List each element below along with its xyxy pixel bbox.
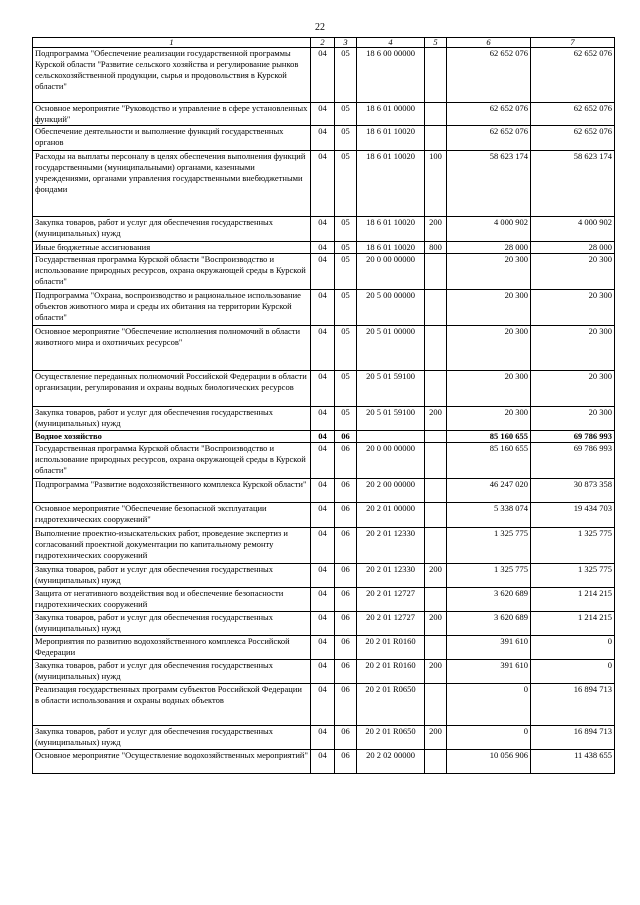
row-name: Закупка товаров, работ и услуг для обеспечения государственных (муниципальных) нужд [33,217,311,242]
row-amount-col6: 85 160 655 [447,431,531,443]
table-row [33,528,615,564]
row-expense-type: 200 [425,726,447,750]
table-row [33,431,615,443]
table-row [33,326,615,371]
row-pr-code: 06 [335,684,357,726]
row-name: Закупка товаров, работ и услуг для обеспечения государственных (муниципальных) нужд [33,407,311,431]
row-amount-col6: 391 610 [447,636,531,660]
row-name: Водное хозяйство [33,431,311,443]
column-header: 4 [357,38,425,48]
table-row [33,750,615,774]
row-target-code: 20 2 00 00000 [357,479,425,503]
row-pr-code: 05 [335,242,357,254]
row-target-code: 20 2 01 12727 [357,588,425,612]
row-target-code: 20 2 01 R0650 [357,726,425,750]
row-amount-col7: 20 300 [531,371,615,407]
row-name: Закупка товаров, работ и услуг для обеспечения государственных (муниципальных) нужд [33,612,311,636]
row-gr-code: 04 [311,612,335,636]
table-row [33,684,615,726]
row-amount-col6: 3 620 689 [447,588,531,612]
row-expense-type [425,503,447,528]
row-target-code: 20 2 02 00000 [357,750,425,774]
row-amount-col7: 62 652 076 [531,48,615,103]
row-name: Иные бюджетные ассигнования [33,242,311,254]
row-amount-col6: 0 [447,726,531,750]
row-gr-code: 04 [311,479,335,503]
row-amount-col7: 11 438 655 [531,750,615,774]
row-expense-type [425,636,447,660]
row-target-code: 20 2 01 R0160 [357,636,425,660]
row-gr-code: 04 [311,503,335,528]
row-pr-code: 06 [335,479,357,503]
row-pr-code: 05 [335,326,357,371]
row-gr-code: 04 [311,726,335,750]
row-pr-code: 06 [335,564,357,588]
row-expense-type [425,48,447,103]
row-amount-col6: 391 610 [447,660,531,684]
row-gr-code: 04 [311,126,335,151]
column-header: 5 [425,38,447,48]
row-gr-code: 04 [311,151,335,217]
row-expense-type [425,684,447,726]
row-expense-type [425,290,447,326]
page-number: 22 [315,22,325,33]
row-expense-type [425,479,447,503]
row-pr-code: 05 [335,254,357,290]
row-expense-type [425,750,447,774]
row-name: Основное мероприятие "Руководство и управление в сфере установленных функций" [33,103,311,126]
row-name: Основное мероприятие "Обеспечение исполнения полномочий в области животного мира и охотничьих ресурсов" [33,326,311,371]
row-name: Государственная программа Курской области "Воспроизводство и использование природных ресурсов, охрана окружающей среды в Курской области" [33,443,311,479]
row-expense-type [425,528,447,564]
row-name: Основное мероприятие "Обеспечение безопасной эксплуатации гидротехнических сооружений" [33,503,311,528]
row-name: Защита от негативного воздействия вод и обеспечение безопасности гидротехнических сооружений [33,588,311,612]
row-pr-code: 05 [335,126,357,151]
row-target-code: 18 6 01 10020 [357,126,425,151]
row-name: Реализация государственных программ субъектов Российской Федерации в области использования и охраны водных объектов [33,684,311,726]
row-amount-col6: 0 [447,684,531,726]
row-pr-code: 06 [335,750,357,774]
row-amount-col6: 4 000 902 [447,217,531,242]
row-amount-col6: 20 300 [447,254,531,290]
budget-table [32,37,615,774]
row-amount-col6: 5 338 074 [447,503,531,528]
row-pr-code: 05 [335,290,357,326]
row-amount-col6: 58 623 174 [447,151,531,217]
row-gr-code: 04 [311,326,335,371]
row-expense-type: 800 [425,242,447,254]
row-gr-code: 04 [311,290,335,326]
row-expense-type: 100 [425,151,447,217]
row-amount-col7: 19 434 703 [531,503,615,528]
row-gr-code: 04 [311,750,335,774]
row-pr-code: 06 [335,443,357,479]
table-row [33,242,615,254]
row-expense-type [425,371,447,407]
row-pr-code: 05 [335,407,357,431]
row-pr-code: 06 [335,528,357,564]
table-row [33,660,615,684]
row-amount-col7: 69 786 993 [531,443,615,479]
column-header: 6 [447,38,531,48]
row-amount-col7: 1 214 215 [531,588,615,612]
table-row [33,612,615,636]
row-name: Подпрограмма "Охрана, воспроизводство и рациональное использование объектов животного мира и среды их обитания на территории Курской области" [33,290,311,326]
row-amount-col7: 20 300 [531,407,615,431]
row-pr-code: 06 [335,612,357,636]
table-header-row [33,38,615,48]
table-row [33,126,615,151]
row-expense-type: 200 [425,407,447,431]
row-pr-code: 06 [335,503,357,528]
row-name: Выполнение проектно-изыскательских работ, проведение экспертиз и согласований проектной документации по капитальному ремонту гидротехнических сооружений [33,528,311,564]
row-target-code: 20 5 01 59100 [357,371,425,407]
row-expense-type: 200 [425,564,447,588]
row-amount-col6: 20 300 [447,326,531,371]
table-row [33,217,615,242]
row-amount-col6: 1 325 775 [447,564,531,588]
row-name: Мероприятия по развитию водохозяйственного комплекса Российской Федерации [33,636,311,660]
row-amount-col7: 20 300 [531,254,615,290]
row-target-code: 20 2 01 12727 [357,612,425,636]
row-amount-col6: 62 652 076 [447,48,531,103]
row-pr-code: 05 [335,48,357,103]
table-row [33,636,615,660]
row-pr-code: 06 [335,636,357,660]
table-row [33,103,615,126]
row-amount-col6: 28 000 [447,242,531,254]
row-target-code: 20 2 01 R0650 [357,684,425,726]
row-expense-type: 200 [425,217,447,242]
row-amount-col7: 1 325 775 [531,564,615,588]
row-amount-col7: 20 300 [531,290,615,326]
table-row [33,443,615,479]
row-target-code: 20 0 00 00000 [357,254,425,290]
row-pr-code: 05 [335,103,357,126]
row-gr-code: 04 [311,407,335,431]
row-name: Обеспечение деятельности и выполнение функций государственных органов [33,126,311,151]
row-amount-col7: 0 [531,636,615,660]
table-row [33,48,615,103]
row-amount-col7: 69 786 993 [531,431,615,443]
row-target-code: 20 2 01 12330 [357,528,425,564]
row-target-code: 20 5 01 59100 [357,407,425,431]
row-target-code: 20 0 00 00000 [357,443,425,479]
row-gr-code: 04 [311,431,335,443]
row-amount-col6: 62 652 076 [447,126,531,151]
row-pr-code: 06 [335,431,357,443]
row-target-code: 18 6 01 10020 [357,151,425,217]
row-target-code: 20 2 01 12330 [357,564,425,588]
row-gr-code: 04 [311,48,335,103]
row-amount-col6: 62 652 076 [447,103,531,126]
row-pr-code: 05 [335,217,357,242]
row-amount-col6: 20 300 [447,371,531,407]
row-target-code: 18 6 01 10020 [357,217,425,242]
row-target-code: 20 5 00 00000 [357,290,425,326]
column-header: 3 [335,38,357,48]
row-amount-col7: 0 [531,660,615,684]
row-expense-type [425,431,447,443]
row-pr-code: 05 [335,371,357,407]
row-expense-type [425,126,447,151]
row-gr-code: 04 [311,371,335,407]
row-pr-code: 06 [335,726,357,750]
row-amount-col7: 4 000 902 [531,217,615,242]
row-amount-col6: 46 247 020 [447,479,531,503]
row-amount-col6: 85 160 655 [447,443,531,479]
row-gr-code: 04 [311,103,335,126]
row-name: Закупка товаров, работ и услуг для обеспечения государственных (муниципальных) нужд [33,660,311,684]
row-amount-col6: 3 620 689 [447,612,531,636]
table-row [33,290,615,326]
row-target-code: 18 6 01 10020 [357,242,425,254]
row-gr-code: 04 [311,684,335,726]
row-gr-code: 04 [311,443,335,479]
row-amount-col7: 1 214 215 [531,612,615,636]
table-row [33,407,615,431]
row-amount-col6: 10 056 906 [447,750,531,774]
row-amount-col6: 1 325 775 [447,528,531,564]
row-name: Закупка товаров, работ и услуг для обеспечения государственных (муниципальных) нужд [33,564,311,588]
row-expense-type [425,588,447,612]
row-gr-code: 04 [311,254,335,290]
row-amount-col7: 16 894 713 [531,726,615,750]
row-name: Основное мероприятие "Осуществление водохозяйственных мероприятий" [33,750,311,774]
table-row [33,588,615,612]
row-pr-code: 06 [335,660,357,684]
table-row [33,503,615,528]
row-gr-code: 04 [311,242,335,254]
row-target-code: 20 2 01 00000 [357,503,425,528]
row-expense-type [425,103,447,126]
row-name: Расходы на выплаты персоналу в целях обеспечения выполнения функций государственными (муниципальными) органами, казенными учреждениями, органами управления государственными внебюджетными фондами [33,151,311,217]
row-gr-code: 04 [311,660,335,684]
row-target-code: 20 2 01 R0160 [357,660,425,684]
row-gr-code: 04 [311,636,335,660]
row-amount-col7: 62 652 076 [531,103,615,126]
column-header: 1 [33,38,311,48]
table-row [33,479,615,503]
row-amount-col7: 58 623 174 [531,151,615,217]
row-pr-code: 06 [335,588,357,612]
column-header: 7 [531,38,615,48]
row-amount-col7: 1 325 775 [531,528,615,564]
row-expense-type: 200 [425,660,447,684]
row-name: Подпрограмма "Обеспечение реализации государственной программы Курской области "Развитие сельского хозяйства и регулирование рынков сельскохозяйственной продукции, сырья и продовольствия в Курской области" [33,48,311,103]
row-target-code [357,431,425,443]
table-row [33,254,615,290]
row-name: Государственная программа Курской области "Воспроизводство и использование природных ресурсов, охрана окружающей среды в Курской области" [33,254,311,290]
row-gr-code: 04 [311,588,335,612]
row-pr-code: 05 [335,151,357,217]
row-amount-col6: 20 300 [447,407,531,431]
row-amount-col7: 62 652 076 [531,126,615,151]
row-amount-col7: 28 000 [531,242,615,254]
column-header: 2 [311,38,335,48]
table-row [33,564,615,588]
row-target-code: 18 6 01 00000 [357,103,425,126]
row-amount-col7: 16 894 713 [531,684,615,726]
table-row [33,151,615,217]
row-gr-code: 04 [311,564,335,588]
row-name: Подпрограмма "Развитие водохозяйственного комплекса Курской области" [33,479,311,503]
row-expense-type [425,254,447,290]
row-amount-col7: 20 300 [531,326,615,371]
table-row [33,371,615,407]
row-gr-code: 04 [311,528,335,564]
row-expense-type [425,326,447,371]
row-target-code: 20 5 01 00000 [357,326,425,371]
row-gr-code: 04 [311,217,335,242]
row-expense-type: 200 [425,612,447,636]
row-name: Осуществление переданных полномочий Российской Федерации в области организации, регулирования и охраны водных биологических ресурсов [33,371,311,407]
row-name: Закупка товаров, работ и услуг для обеспечения государственных (муниципальных) нужд [33,726,311,750]
row-expense-type [425,443,447,479]
row-amount-col7: 30 873 358 [531,479,615,503]
row-target-code: 18 6 00 00000 [357,48,425,103]
table-row [33,726,615,750]
row-amount-col6: 20 300 [447,290,531,326]
